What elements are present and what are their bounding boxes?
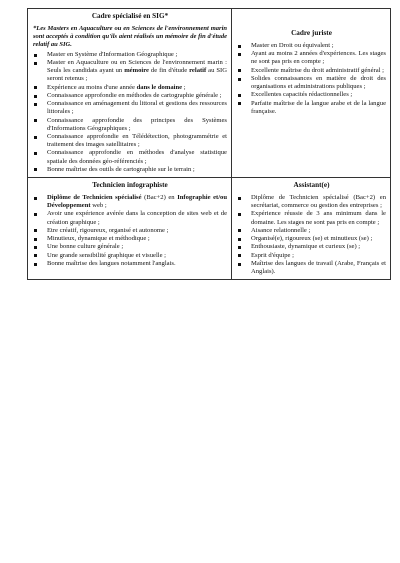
- cell-sig: [28, 9, 232, 178]
- table-row: [28, 178, 391, 280]
- list-item: Une bonne culture générale ;: [33, 243, 227, 251]
- list-item: Master en Droit ou équivalent ;: [237, 42, 386, 50]
- list-item: Connaissance approfondie en Télédétection, photogrammétrie et traitement des images satellitaires ;: [33, 133, 227, 149]
- list-item: Etre créatif, rigoureux, organisé et autonome ;: [33, 227, 227, 235]
- emphasis: Diplôme de Technicien spécialisé: [47, 194, 142, 202]
- emphasis: relatif: [189, 67, 207, 75]
- list-item: Enthousiaste, dynamique et curieux (se) ;: [237, 243, 386, 251]
- list-item: Aisance relationnelle ;: [237, 227, 386, 235]
- list-item: Expérience réussie de 3 ans minimum dans le domaine. Les stages ne sont pas pris en compte ;: [237, 210, 386, 226]
- cell-juriste: [232, 9, 391, 178]
- list-item: Avoir une expérience avérée dans la conception de sites web et de création graphique ;: [33, 210, 227, 226]
- job-profiles-table: [27, 8, 391, 280]
- list-item: Connaissance approfondie en méthodes de cartographie générale ;: [33, 92, 227, 100]
- cell-assistant: [232, 178, 391, 280]
- list-item: Diplôme de Technicien spécialisé (Bac+2) en secrétariat, commerce ou gestion des entreprises ;: [237, 194, 386, 210]
- list-item: Esprit d'équipe ;: [237, 252, 386, 260]
- list-item: Bonne maîtrise des langues notamment l'anglais.: [33, 260, 227, 268]
- list-item: Master en Système d'Information Géographique ;: [33, 51, 227, 59]
- emphasis: Infographie et/ou Développement: [47, 194, 228, 210]
- list-item: Excellentes capacités rédactionnelles ;: [237, 91, 386, 99]
- list-item: Diplôme de Technicien spécialisé (Bac+2) en Infographie et/ou Développement web ;: [33, 194, 227, 210]
- emphasis: mémoire: [124, 67, 149, 75]
- list-item: Parfaite maîtrise de la langue arabe et de la langue française.: [237, 100, 386, 116]
- list-item: Connaissance approfondie en méthodes d'analyse statistique spatiale des données géo-référenciés ;: [33, 149, 227, 165]
- emphasis: dans le domaine: [136, 83, 183, 91]
- list-item: Maîtrise des langues de travail (Arabe, Français et Anglais).: [237, 260, 386, 276]
- table-row: [28, 9, 391, 178]
- cell-title: Assistant(e): [293, 181, 330, 190]
- list-item: Connaissance en aménagement du littoral et gestions des ressources littorales ;: [33, 100, 227, 116]
- list-item: Master en Aquaculture ou en Sciences de l'environnement marin : Seuls les candidats ayant un mémoire de fin d'étude relatif au SIG seront retenus ;: [33, 59, 227, 83]
- list-item: Bonne maîtrise des outils de cartographie sur le terrain ;: [33, 166, 227, 174]
- requirements-list: [33, 194, 227, 268]
- cell-title: Cadre juriste: [291, 29, 332, 37]
- list-item: Une grande sensibilité graphique et visuelle ;: [33, 252, 227, 260]
- list-item: Connaissance approfondie des principes des Systèmes d'Informations Géographiques ;: [33, 117, 227, 133]
- list-item: Organisé(e), rigoureux (se) et minutieux (se) ;: [237, 235, 386, 243]
- requirements-list: [237, 194, 386, 276]
- list-item: Ayant au moins 2 années d'expériences. Les stages ne sont pas pris en compte ;: [237, 50, 386, 66]
- requirements-list: [33, 51, 227, 174]
- requirements-list: [237, 42, 386, 116]
- cell-title: Technicien infographiste: [92, 181, 168, 190]
- list-item: Expérience au moins d'une année dans le domaine ;: [33, 84, 227, 92]
- list-item: Solides connaissances en matière de droit des organisations et administrations publiques ;: [237, 75, 386, 91]
- list-item: Excellente maîtrise du droit administratif général ;: [237, 67, 386, 75]
- cell-title: Cadre spécialisé en SIG*: [91, 12, 169, 20]
- sig-eligibility-note: *Les Masters en Aquaculture ou en Sciences de l'environnement marin sont acceptés à condition qu'ils aient réalisés un mémoire de fin d'étude relatif au SIG.: [33, 25, 227, 48]
- cell-infographiste: [28, 178, 232, 280]
- list-item: Minutieux, dynamique et méthodique ;: [33, 235, 227, 243]
